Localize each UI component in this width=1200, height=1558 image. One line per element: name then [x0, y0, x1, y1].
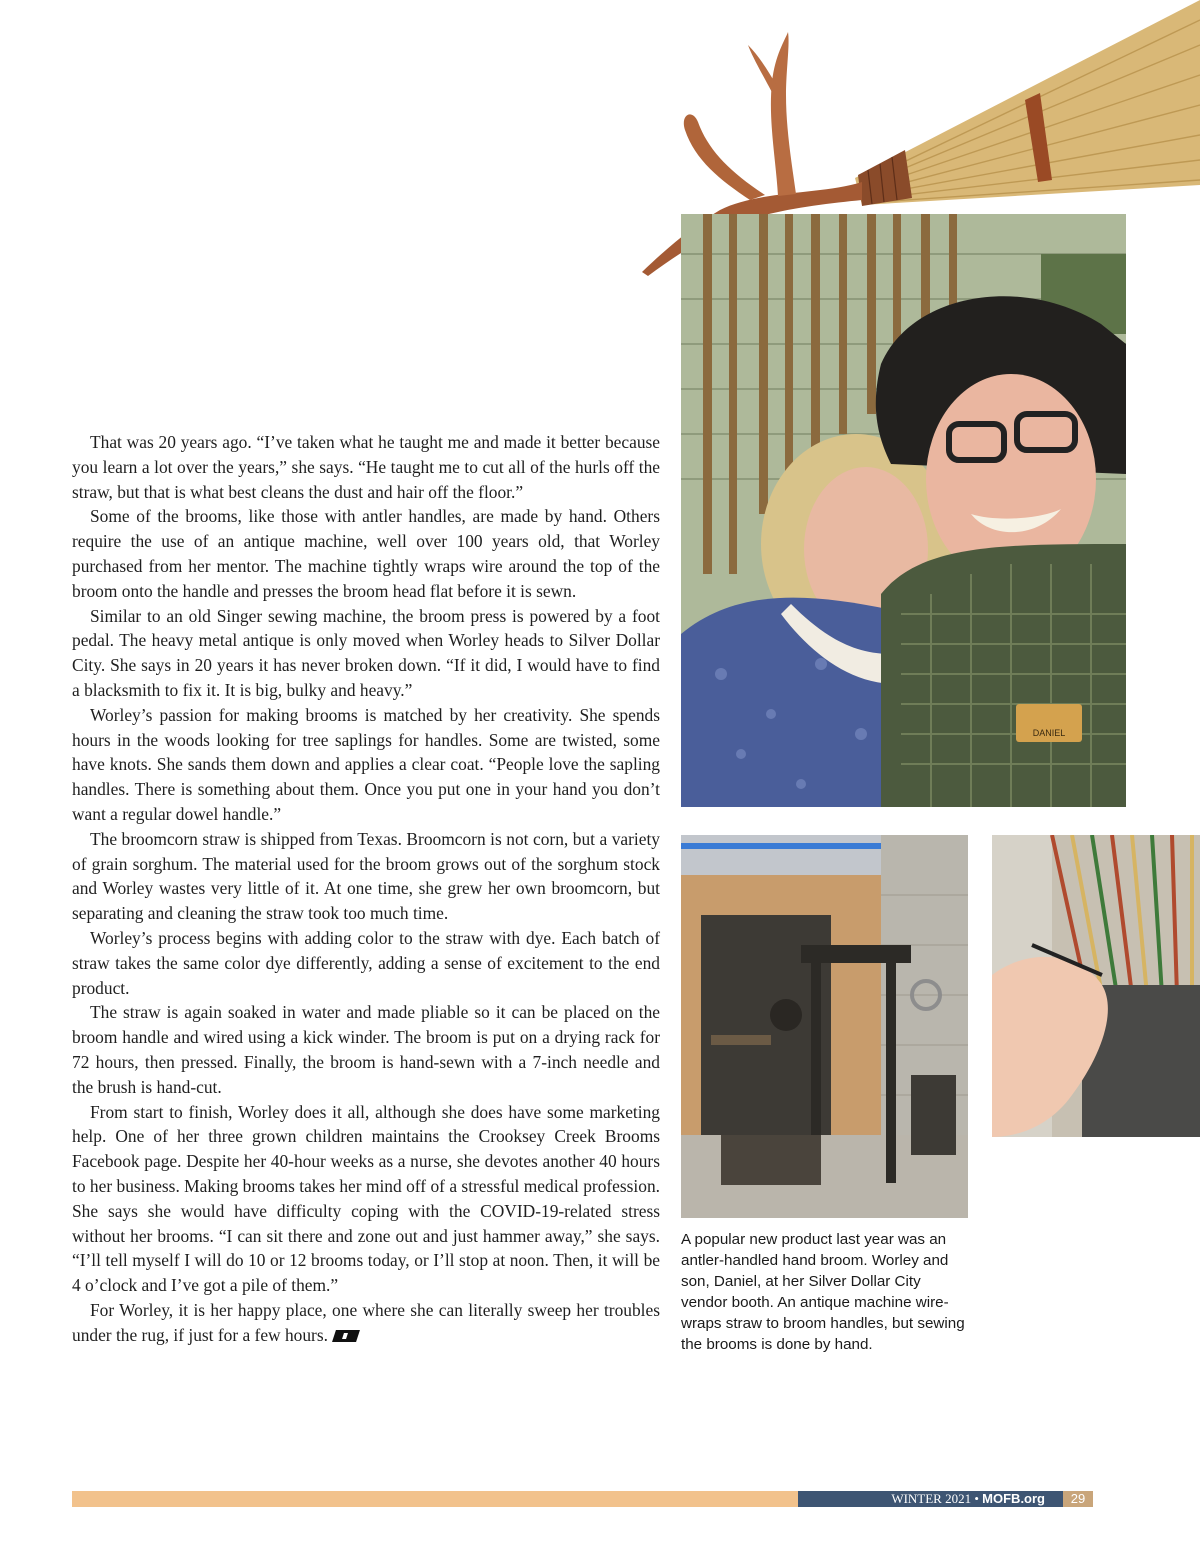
article-paragraph: For Worley, it is her happy place, one where she can literally sweep her troubles under the rug, if just for a few hours.	[72, 1299, 660, 1345]
photo-antique-broom-machine	[681, 835, 968, 1218]
photo-hand-sewing-broom	[992, 835, 1200, 1137]
photo-caption: A popular new product last year was an antler-handled hand broom. Worley and son, Daniel, at her Silver Dollar City vendor booth. An antique machine wire-wraps straw to broom handles, but sewing the brooms is done by hand.	[681, 1231, 965, 1353]
photo-worley-and-daniel	[681, 214, 1126, 807]
end-mark-icon	[332, 1330, 360, 1342]
article-paragraph: The broomcorn straw is shipped from Texas. Broomcorn is not corn, but a variety of grain sorghum. The material used for the broom grows out of the sorghum stock and Worley wastes very little of it. At one time, she grew her own broomcorn, but separating and cleaning the straw took too much time.	[72, 828, 660, 924]
footer-accent-bar	[72, 1491, 798, 1507]
article-paragraph: Similar to an old Singer sewing machine, the broom press is powered by a foot pedal. The heavy metal antique is only moved when Worley heads to Silver Dollar City. She says in 20 years it has never broken down. “If it did, I would have to find a blacksmith to fix it. It is big, bulky and heavy.”	[72, 605, 660, 700]
article-paragraph: That was 20 years ago. “I’ve taken what he taught me and made it better because you learn a lot over the years,” she says. “He taught me to cut all of the hurls off the straw, but that is what best cleans the dust and hair off the floor.”	[72, 432, 660, 502]
page-number: 29	[1063, 1491, 1093, 1507]
article-body	[72, 430, 660, 1347]
name-tag: DANIEL	[1032, 728, 1066, 738]
article-paragraph: Worley’s process begins with adding color to the straw with dye. Each batch of straw takes the same color dye differently, adding a sense of excitement to the end product.	[72, 927, 660, 998]
article-last-paragraph	[72, 1298, 660, 1348]
article-paragraph: Some of the brooms, like those with antler handles, are made by hand. Others require the use of an antique machine, well over 100 years old, that Worley purchased from her mentor. The machine tightly wraps wire around the top of the broom onto the handle and presses the broom head flat before it is sewn.	[72, 506, 660, 601]
footer-issue	[798, 1491, 1063, 1507]
article-paragraph: The straw is again soaked in water and made pliable so it can be placed on the broom handle and wired using a kick winder. The broom is put on a drying rack for 72 hours, then pressed. Finally, the broom is hand-sewn with a 7-inch needle and the brush is hand-cut.	[72, 1002, 660, 1097]
article-paragraph: From start to finish, Worley does it all, although she does have some marketing help. One of her three grown children maintains the Crooksey Creek Brooms Facebook page. Despite her 40-hour weeks as a nurse, she devotes another 40 hours to her business. Making brooms takes her mind off of a stressful medical profession. She says she would have difficulty coping with the COVID-19-related stress without her brooms. “I can sit there and zone out and just hammer away,” she says. “I’ll tell myself I will do 10 or 12 brooms today, or I’ll stop at noon. Then, it will be 4 o’clock and I’ve got a pile of them.”	[72, 1101, 660, 1296]
footer-separator: •	[974, 1491, 979, 1506]
article-paragraph: Worley’s passion for making brooms is matched by her creativity. She spends hours in the woods looking for tree saplings for handles. Some are twisted, some have knots. She sands them down and applies a clear coat. “People love the sapling handles. There is something about them. Once you put one in your hand you don’t want a regular dowel handle.”	[72, 704, 660, 824]
footer-issue-date: WINTER 2021	[891, 1491, 972, 1506]
footer-site-link[interactable]: MOFB.org	[982, 1491, 1045, 1506]
